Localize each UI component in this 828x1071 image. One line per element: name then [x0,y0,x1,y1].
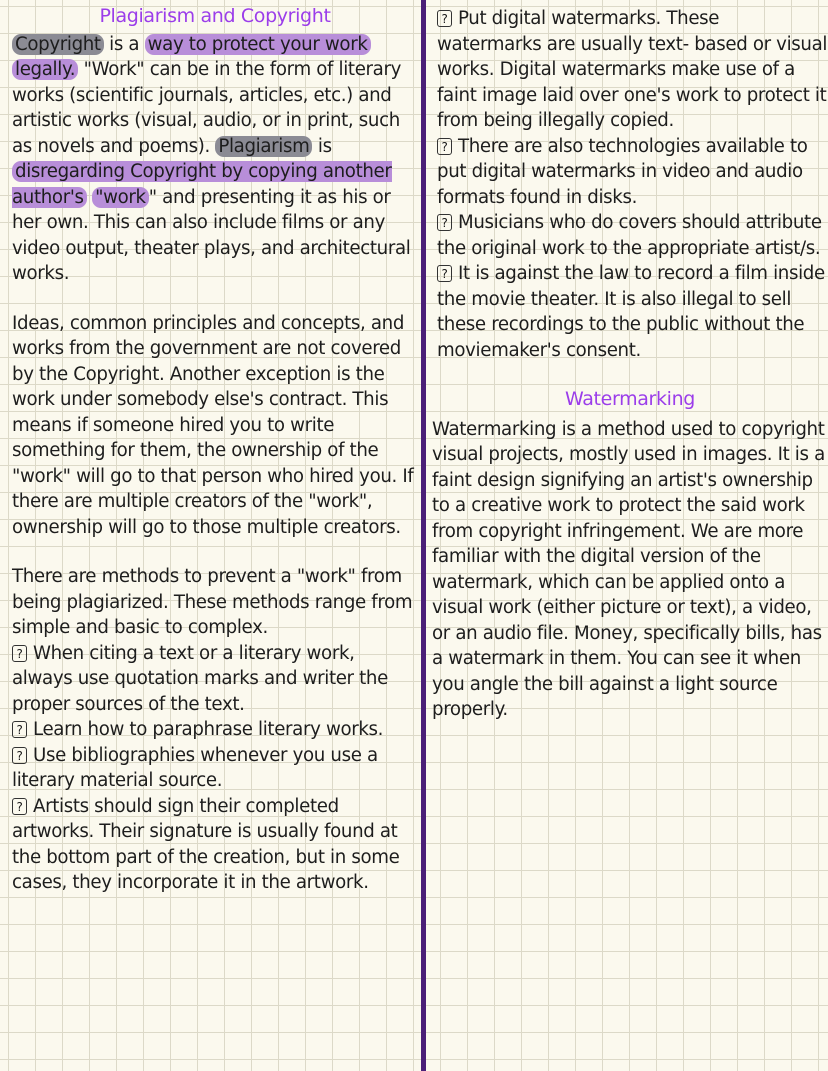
bullet-sign-artworks [12,794,418,896]
question-box-icon: ? [437,265,452,282]
highlight-copyright: Copyright [12,34,104,55]
highlight-work-term: "work [92,187,149,208]
bullet-paraphrase [12,717,418,743]
bullet-text: Musicians who do covers should attribute the original work to the appropriate artist/s. [437,212,822,259]
section-title-plagiarism: Plagiarism and Copyright [99,5,331,27]
prevention-intro-paragraph: There are methods to prevent a "work" from being plagiarized. These methods range from simple and basic to complex. [12,566,413,638]
question-box-icon: ? [12,645,27,662]
bullet-text: There are also technologies available to put digital watermarks in video and audio formats found in disks. [437,135,808,208]
highlight-legally: legally. [12,59,78,80]
watermarking-paragraph: Watermarking is a method used to copyright visual projects, mostly used in images. It is a faint design signifying an artist's ownership to a creative work to protect the said work from copyright infringement. We are more familiar with the digital version of the watermark, which can be applied onto a visual work (either picture or text), a video, or an audio file. Money, specifically bills, has a watermark in them. You can see it when you angle the bill against a light source properly. [432,418,825,720]
bullet-bibliographies [12,743,418,794]
highlight-disregarding: disregarding Copyright by copying another author's [12,161,392,208]
question-box-icon: ? [12,798,27,815]
question-box-icon: ? [437,10,452,27]
left-column [12,0,418,896]
bullet-text: Learn how to paraphrase literary works. [33,719,384,740]
question-box-icon: ? [437,138,452,155]
copyright-definition-paragraph [12,32,418,287]
question-box-icon: ? [437,214,452,231]
bullet-video-audio [437,134,828,211]
highlight-protect-work: way to protect your work [145,34,371,55]
bullet-musicians [437,210,828,261]
exceptions-paragraph: Ideas, common principles and concepts, and works from the government are not covered by the Copyright. Another exception is the work under somebody else's contract. This means if someone hired you to write something for them, the ownership of the "work" will go to that person who hired you. If there are multiple creators of the "work", ownership will go to those multiple creators. [12,312,414,538]
bullet-text: Artists should sign their completed artworks. Their signature is usually found at the bottom part of the creation, but in some cases, they incorporate it in the artwork. [12,795,400,893]
bullet-movie-theater [437,261,828,363]
right-column [432,0,828,723]
question-box-icon: ? [12,747,27,764]
bullet-text: Put digital watermarks. These watermarks are usually text- based or visual works. Digital watermarks make use of a faint image laid over one's work to protect it from being illegally copied. [437,8,828,131]
section-title-watermarking: Watermarking [565,388,695,410]
bullet-text: Use bibliographies whenever you use a literary material source. [12,744,378,791]
text-work-forms: "Work" can be in the form of literary works (scientific journals, articles, etc.) and artistic works (visual, audio, or in print, such as novels and poems). [12,59,401,157]
question-box-icon: ? [12,721,27,738]
highlight-plagiarism: Plagiarism [215,136,312,157]
bullet-text: It is against the law to record a film inside the movie theater. It is also illegal to sell these recordings to the public without the moviemaker's consent. [437,263,825,361]
bullet-digital-watermarks [437,6,828,134]
text-is: is [312,135,332,157]
text-is-a: is a [103,33,145,55]
text-plagiarism-rest: " and presenting it as his or her own. This can also include films or any video output, theater plays, and architectural works. [12,186,411,284]
bullet-citing [12,641,418,718]
column-divider [421,0,426,1071]
bullet-text: When citing a text or a literary work, always use quotation marks and writer the proper sources of the text. [12,642,388,715]
